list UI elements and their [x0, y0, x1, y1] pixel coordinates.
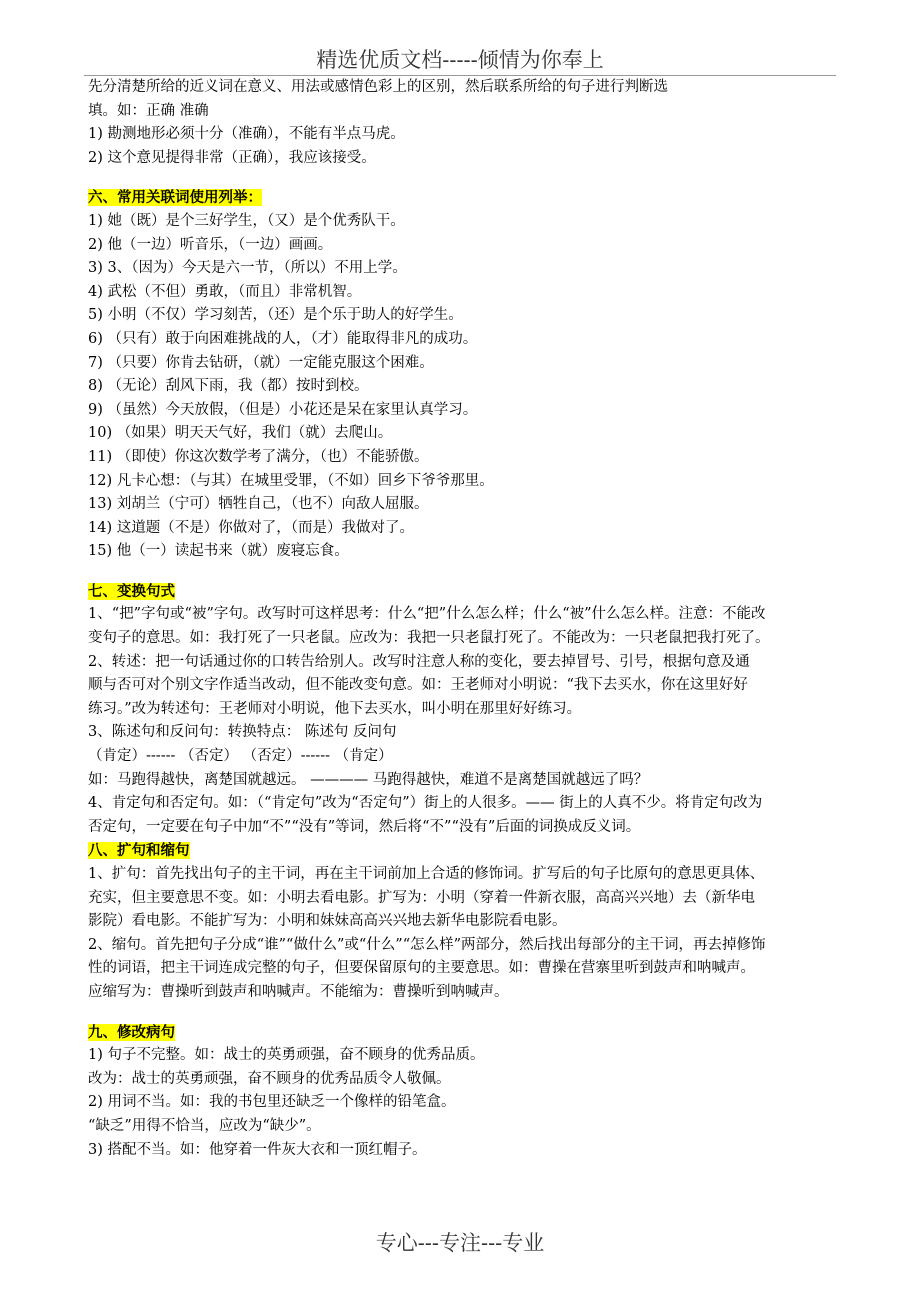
text-line: 14) 这道题（不是）你做对了，（而是）我做对了。 — [88, 519, 414, 536]
text-line: 12) 凡卡心想：（与其）在城里受罪，（不如）回乡下爷爷那里。 — [88, 472, 494, 489]
section-heading-text: 九、修改病句 — [88, 1023, 175, 1041]
section-heading — [88, 1021, 836, 1045]
text-line: 13) 刘胡兰（宁可）牺牲自己，（也不）向敌人屈服。 — [88, 496, 429, 513]
section-heading — [88, 839, 836, 863]
section-heading-text: 七、变换句式 — [88, 582, 175, 600]
section-heading — [88, 186, 836, 210]
text-line: 3、陈述句和反问句：转换特点： 陈述句 反问句 — [88, 724, 397, 741]
text-line: 1、“把”字句或“被”字句。改写时可这样思考：什么“把”什么怎么样；什么“被”什么怎么样。注意：不能改 — [88, 606, 766, 623]
text-line: 8) （无论）刮风下雨，我（都）按时到校。 — [88, 378, 369, 395]
text-line: 应缩写为：曹操听到鼓声和呐喊声。不能缩为：曹操听到呐喊声。 — [88, 983, 509, 1000]
text-line: 2) 这个意见提得非常（正确），我应该接受。 — [88, 149, 376, 166]
text-line: 3) 搭配不当。如：他穿着一件灰大衣和一顶红帽子。 — [88, 1141, 427, 1158]
text-line: 如：马跑得越快，离楚国就越远。 ———— 马跑得越快，难道不是离楚国就越远了吗？ — [88, 771, 649, 788]
text-line: 性的词语，把主干词连成完整的句子，但要保留原句的主要意思。如：曹操在营寨里听到鼓声和呐喊声。 — [88, 960, 755, 977]
text-line: 6) （只有）敢于向困难挑战的人，（才）能取得非凡的成功。 — [88, 330, 478, 347]
text-line: 2) 他（一边）听音乐，（一边）画画。 — [88, 236, 333, 253]
text-line: 充实，但主要意思不变。如：小明去看电影。扩写为：小明（穿着一件新衣服，高高兴兴地）去（新华电 — [88, 889, 755, 906]
section-heading — [88, 580, 836, 604]
text-line: 顺与否可对个别文字作适当改动，但不能改变句意。如：王老师对小明说：“我下去买水，你在这里好好 — [88, 677, 748, 694]
text-line: 1) 勘测地形必须十分（准确），不能有半点马虎。 — [88, 126, 405, 143]
page-footer: 专心---专注---专业 — [375, 1231, 545, 1255]
paragraph-gap — [88, 170, 836, 186]
text-line: 9) （虽然）今天放假，（但是）小花还是呆在家里认真学习。 — [88, 401, 478, 418]
text-line: 2) 用词不当。如：我的书包里还缺乏一个像样的铅笔盒。 — [88, 1094, 456, 1111]
text-line: （肯定）------ （否定） （否定）------ （肯定） — [88, 748, 393, 765]
text-line: 2、缩句。首先把句子分成“谁”“做什么”或“什么”“怎么样”两部分，然后找出每部分的主干词，再去掉修饰 — [88, 936, 766, 953]
paragraph-gap — [88, 1005, 836, 1021]
text-line: 否定句，一定要在句子中加“不”“没有”等词，然后将“不”“没有”后面的词换成反义词。 — [88, 818, 641, 835]
text-line: 变句子的意思。如：我打死了一只老鼠。应改为：我把一只老鼠打死了。不能改为：一只老鼠把我打死了。 — [88, 630, 770, 647]
text-line: 影院）看电影。不能扩写为：小明和妹妹高高兴兴地去新华电影院看电影。 — [88, 913, 567, 930]
text-line: 4、肯定句和否定句。如：（“肯定句”改为“否定句”）街上的人很多。—— 街上的人真不少。将肯定句改为 — [88, 795, 763, 812]
text-line: 1) 她（既）是个三好学生，（又）是个优秀队干。 — [88, 212, 405, 229]
text-line: 11) （即使）你这次数学考了满分，（也）不能骄傲。 — [88, 448, 429, 465]
text-line: 4) 武松（不但）勇敢，（而且）非常机智。 — [88, 283, 362, 300]
text-line: 5) 小明（不仅）学习刻苦，（还）是个乐于助人的好学生。 — [88, 307, 463, 324]
page-header: 精选优质文档-----倾情为你奉上 — [84, 44, 836, 76]
text-line: 1、扩句：首先找出句子的主干词，再在主干词前加上合适的修饰词。扩写后的句子比原句的意思更具体、 — [88, 866, 765, 882]
text-line: 先分清楚所给的近义词在意义、用法或感情色彩上的区别，然后联系所给的句子进行判断选 — [88, 79, 668, 95]
document-body — [88, 76, 836, 1162]
text-line: 练习。”改为转述句：王老师对小明说，他下去买水，叫小明在那里好好练习。 — [88, 700, 582, 717]
text-line: 15) 他（一）读起书来（就）废寝忘食。 — [88, 543, 349, 560]
section-heading-text: 六、常用关联词使用列举： — [88, 189, 262, 207]
paragraph-gap — [88, 564, 836, 580]
text-line: 3) 3、（因为）今天是六一节，（所以）不用上学。 — [88, 260, 407, 277]
text-line: 填。如：正确 准确 — [88, 102, 209, 119]
text-line: “缺乏”用得不恰当，应改为“缺少”。 — [88, 1117, 321, 1134]
section-heading-text: 八、扩句和缩句 — [88, 842, 190, 860]
text-line: 1) 句子不完整。如：战士的英勇顽强，奋不顾身的优秀品质。 — [88, 1047, 485, 1064]
text-line: 10) （如果）明天天气好，我们（就）去爬山。 — [88, 425, 393, 442]
text-line: 2、转述：把一句话通过你的口转告给别人。改写时注意人称的变化，要去掉冒号、引号，根据句意及通 — [88, 653, 750, 670]
text-line: 改为：战士的英勇顽强，奋不顾身的优秀品质令人敬佩。 — [88, 1070, 451, 1087]
text-line: 7) （只要）你肯去钻研，（就）一定能克服这个困难。 — [88, 354, 434, 371]
